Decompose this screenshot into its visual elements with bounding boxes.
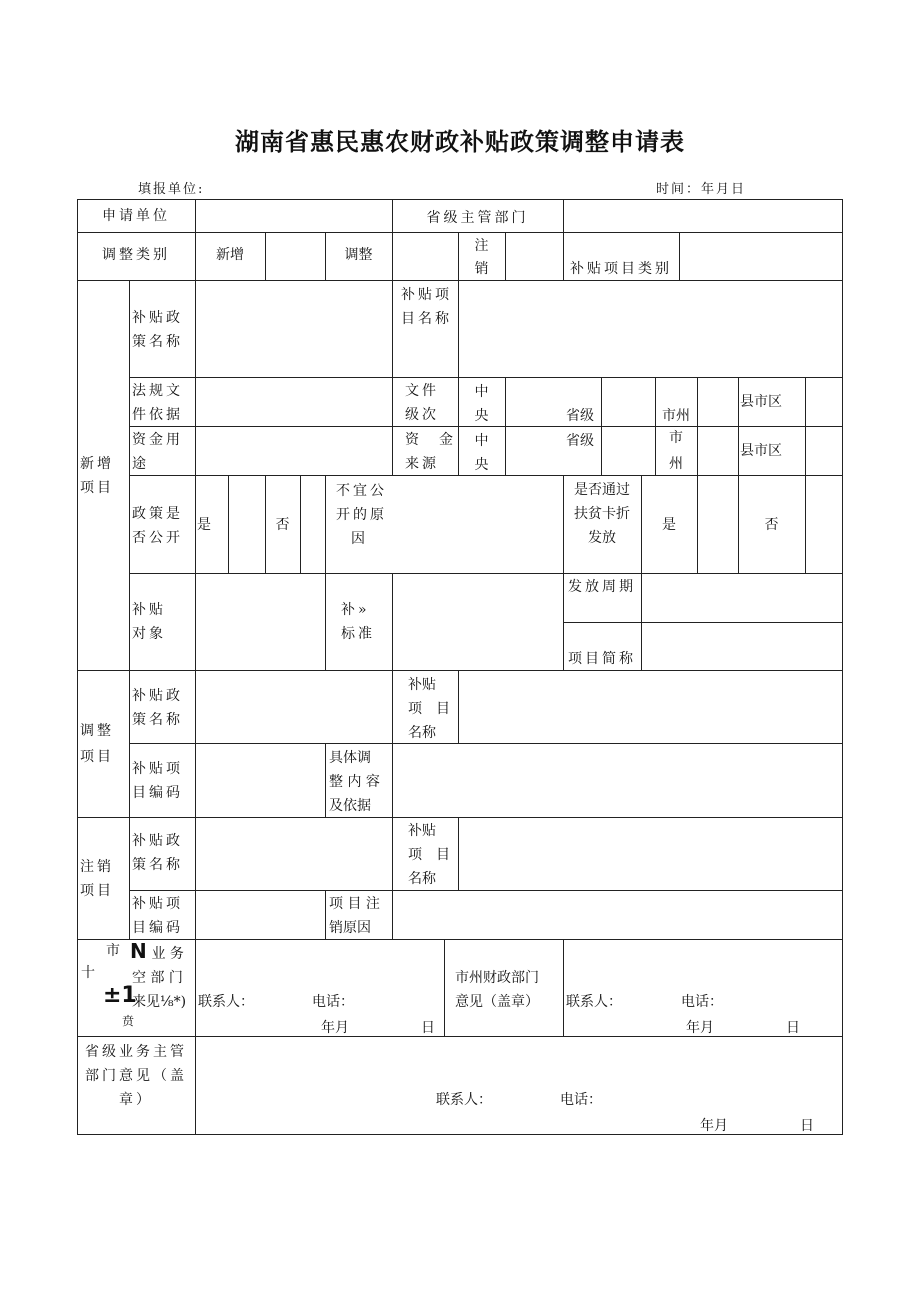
city-label: 市州 <box>662 408 690 424</box>
short-name-label: 项目简称 <box>568 651 636 667</box>
adjust-policy-l1: 补贴政 <box>132 688 183 704</box>
col-line <box>195 939 196 1134</box>
standard-l1: 补» <box>341 602 370 618</box>
col-line <box>392 280 393 475</box>
phone-label-1: 电话： <box>312 994 354 1010</box>
item-name-l2: 目名称 <box>401 311 452 327</box>
table-border-left <box>77 199 78 1134</box>
table-border-bottom <box>77 1134 843 1135</box>
doc-level-l1: 文件 <box>405 383 439 399</box>
col-line <box>195 817 196 939</box>
period-label: 发放周期 <box>568 579 636 595</box>
row-line <box>77 232 843 233</box>
adjust-type-label: 调整类别 <box>102 247 170 263</box>
col-line <box>679 232 680 280</box>
county-label: 县市区 <box>740 394 782 410</box>
contact-label-2: 联系人： <box>566 994 622 1010</box>
no-public-reason-l1: 不宜公 <box>336 483 387 499</box>
cancel-item-l2: 项目 <box>80 883 114 899</box>
poverty-card-l3: 发放 <box>588 530 616 546</box>
poverty-card-l2: 扶贫卡折 <box>574 506 630 522</box>
date-ym-2: 年月 <box>686 1020 714 1036</box>
no-public-reason-l3: 因 <box>351 531 368 547</box>
central-b-l1: 中 <box>474 433 489 449</box>
cancel-item-l1: 注销 <box>80 859 114 875</box>
row-line <box>129 573 843 574</box>
new-item-label-l2: 项目 <box>80 480 114 496</box>
public-l2: 否公开 <box>132 530 183 546</box>
col-line <box>325 890 326 939</box>
city-finance-l2: 意见（盖章） <box>455 994 539 1010</box>
option-cancel-line1: 注 <box>474 238 489 254</box>
col-line <box>392 670 393 743</box>
col-line <box>392 743 393 817</box>
adjust-code-l2: 目编码 <box>132 785 183 801</box>
cancel-policy-l2: 策名称 <box>132 857 183 873</box>
col-line <box>805 475 806 573</box>
prov-dept-label: 省级主管部门 <box>426 210 529 226</box>
table-border-top <box>77 199 843 200</box>
contact-label-1: 联系人： <box>198 994 254 1010</box>
row-line <box>77 817 843 818</box>
city-ocr-a: 市 <box>106 943 120 959</box>
row-line <box>563 622 843 623</box>
cancel-item-name-l3: 名称 <box>408 871 436 887</box>
adjust-code-l1: 补贴项 <box>132 761 183 777</box>
provincial-label: 省级 <box>566 408 594 424</box>
col-line <box>805 377 806 475</box>
no-public-reason-l2: 开的原 <box>336 507 387 523</box>
col-line <box>392 232 393 280</box>
cancel-reason-l2: 销原因 <box>329 920 371 936</box>
fund-source-l2: 来源 <box>405 456 439 472</box>
cancel-code-l2: 目编码 <box>132 920 183 936</box>
city-b-l2: 州 <box>669 456 683 472</box>
col-line <box>458 817 459 890</box>
central-l2: 央 <box>474 408 489 424</box>
col-line <box>129 280 130 939</box>
public-no: 否 <box>275 517 290 533</box>
central-b-l2: 央 <box>474 457 489 473</box>
adjust-policy-l2: 策名称 <box>132 712 183 728</box>
biz-dept-n: N <box>130 939 147 963</box>
col-line <box>505 377 506 475</box>
col-line <box>265 232 266 280</box>
time-label: 时间：年月日 <box>656 182 747 197</box>
date-d-2: 日 <box>786 1020 800 1036</box>
biz-dept-l3: 来见⅛*) <box>132 994 187 1010</box>
col-line <box>444 939 445 1036</box>
option-new: 新增 <box>216 247 244 263</box>
date-ym-3: 年月 <box>700 1118 728 1134</box>
law-basis-l1: 法规文 <box>132 383 183 399</box>
biz-dept-l1: 业 务 <box>147 946 184 962</box>
col-line <box>697 377 698 475</box>
adjust-content-l1: 具体调 <box>329 750 371 766</box>
date-d-1: 日 <box>421 1020 435 1036</box>
subsidy-item-type-label: 补贴项目类别 <box>570 261 672 277</box>
col-line <box>195 670 196 817</box>
col-line <box>195 280 196 671</box>
poverty-no: 否 <box>764 517 779 533</box>
doc-level-l2: 级次 <box>405 407 439 423</box>
option-cancel-line2: 销 <box>474 261 489 277</box>
fund-use-l2: 途 <box>132 456 149 472</box>
adjust-content-l3: 及依据 <box>329 798 371 814</box>
county-b-label: 县市区 <box>740 443 782 459</box>
col-line <box>392 890 393 939</box>
prov-biz-l2: 部门意见（盖 <box>85 1068 187 1084</box>
fund-source-l1: 资 金 <box>405 432 456 448</box>
contact-label-3: 联系人： <box>436 1092 492 1108</box>
date-d-3: 日 <box>800 1118 814 1134</box>
city-b-l1: 市 <box>669 430 683 446</box>
row-line <box>77 939 843 940</box>
fill-unit-label: 填报单位: <box>138 182 205 197</box>
phone-label-3: 电话： <box>560 1092 602 1108</box>
cancel-reason-l1: 项 目 注 <box>329 896 380 912</box>
city-finance-l1: 市州财政部门 <box>455 970 539 986</box>
city-ocr-b: 十 <box>81 965 95 981</box>
row-line <box>129 743 843 744</box>
phone-label-2: 电话： <box>681 994 723 1010</box>
col-line <box>697 475 698 573</box>
row-line <box>77 1036 843 1037</box>
item-name-l1: 补贴项 <box>401 287 452 303</box>
col-line <box>392 817 393 890</box>
adjust-content-l2: 整 内 容 <box>329 774 380 790</box>
row-line <box>77 670 843 671</box>
poverty-yes: 是 <box>662 517 676 533</box>
cancel-policy-l1: 补贴政 <box>132 833 183 849</box>
col-line <box>738 377 739 475</box>
adjust-item-name-l1: 补贴 <box>408 677 436 693</box>
adjust-item-l1: 调整 <box>80 723 114 739</box>
col-line <box>325 743 326 817</box>
col-line <box>641 475 642 671</box>
col-line <box>325 475 326 671</box>
target-l1: 补贴 <box>132 602 166 618</box>
cancel-item-name-l1: 补贴 <box>408 823 436 839</box>
poverty-card-l1: 是否通过 <box>574 482 630 498</box>
col-line <box>228 475 229 573</box>
adjust-item-name-l2: 项 目 <box>408 701 450 717</box>
standard-l2: 标准 <box>341 626 375 642</box>
option-adjust: 调整 <box>344 247 373 263</box>
biz-dept-l2: 空 部 门 <box>132 970 183 986</box>
policy-name-l1: 补贴政 <box>132 310 183 326</box>
central-l1: 中 <box>474 384 489 400</box>
col-line <box>300 475 301 573</box>
new-item-label-l1: 新增 <box>80 456 114 472</box>
table-border-right <box>842 199 843 1134</box>
target-l2: 对象 <box>132 626 166 642</box>
apply-unit-label: 申请单位 <box>102 208 170 224</box>
prov-biz-l3: 章） <box>119 1092 153 1108</box>
public-l1: 政策是 <box>132 506 183 522</box>
col-line <box>458 670 459 743</box>
law-basis-l2: 件依据 <box>132 407 183 423</box>
cancel-code-l1: 补贴项 <box>132 896 183 912</box>
col-line <box>601 377 602 475</box>
public-yes: 是 <box>197 517 211 533</box>
page-title: 湖南省惠民惠农财政补贴政策调整申请表 <box>235 128 685 156</box>
cancel-item-name-l2: 项 目 <box>408 847 450 863</box>
adjust-item-name-l3: 名称 <box>408 725 436 741</box>
city-ocr-c: ±1 <box>103 983 137 1008</box>
prov-biz-l1: 省级业务主管 <box>85 1044 187 1060</box>
provincial-b-label: 省级 <box>566 433 594 449</box>
adjust-item-l2: 项目 <box>80 749 114 765</box>
col-line <box>505 232 506 280</box>
row-line <box>129 377 843 378</box>
fund-use-l1: 资金用 <box>132 432 183 448</box>
row-line <box>129 890 843 891</box>
city-ocr-d: 贲 <box>122 1014 135 1028</box>
col-line <box>195 199 196 280</box>
col-line <box>563 939 564 1036</box>
date-ym-1: 年月 <box>321 1020 349 1036</box>
col-line <box>392 573 393 671</box>
policy-name-l2: 策名称 <box>132 334 183 350</box>
